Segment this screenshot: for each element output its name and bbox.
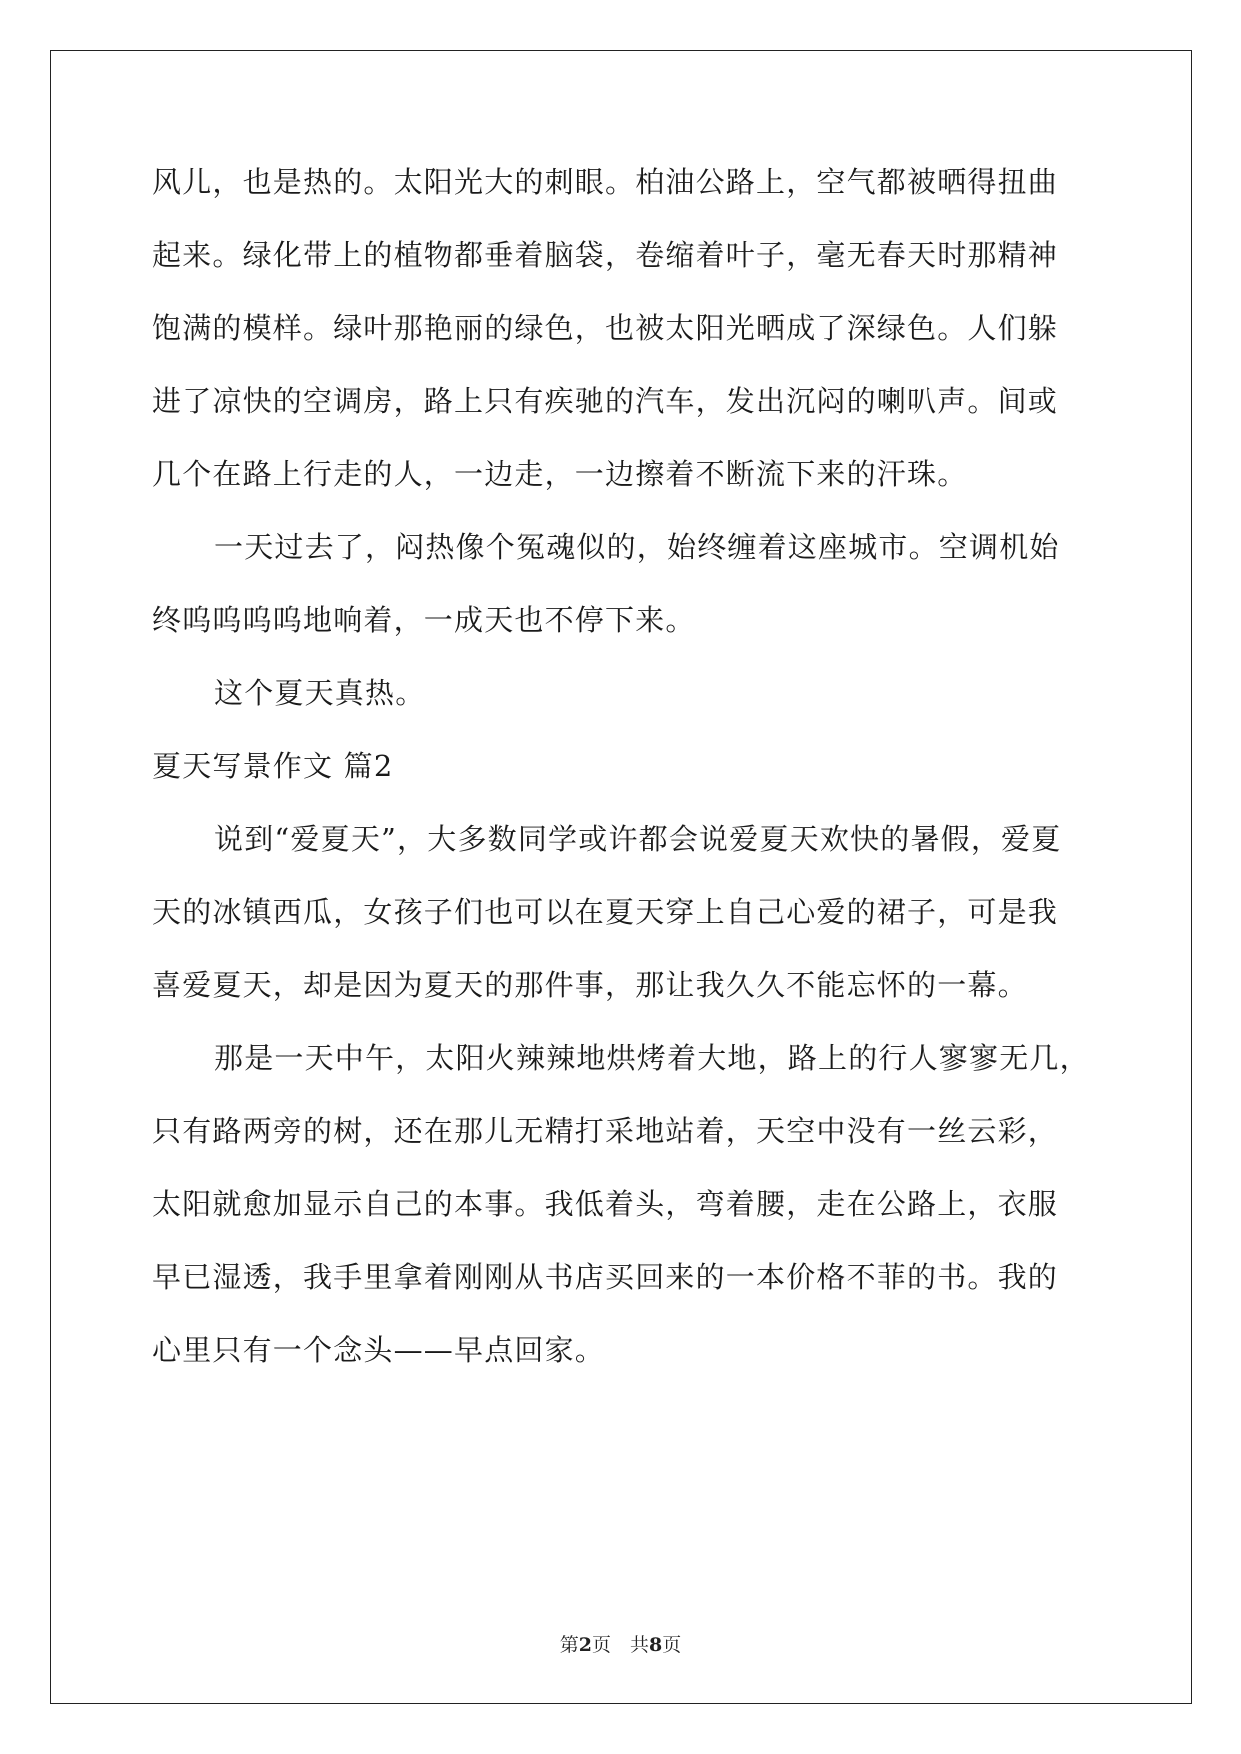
text-line: 只有路两旁的树，还在那儿无精打采地站着，天空中没有一丝云彩， — [152, 1114, 1059, 1148]
text-line: 太阳就愈加显示自己的本事。我低着头，弯着腰，走在公路上，衣服 — [152, 1187, 1059, 1221]
page-suffix: 页 — [662, 1634, 682, 1656]
page-border — [50, 50, 1192, 1704]
section-heading: 夏天写景作文 篇2 — [152, 749, 394, 783]
page-mid: 页 共 — [591, 1634, 649, 1656]
page-number-footer — [0, 1632, 1241, 1658]
text-line: 早已湿透，我手里拿着刚刚从书店买回来的一本价格不菲的书。我的 — [152, 1260, 1059, 1294]
text-line: 饱满的模样。绿叶那艳丽的绿色，也被太阳光晒成了深绿色。人们躲 — [152, 311, 1059, 345]
text-line: 起来。绿化带上的植物都垂着脑袋，卷缩着叶子，毫无春天时那精神 — [152, 238, 1059, 272]
text-line: 几个在路上行走的人，一边走，一边擦着不断流下来的汗珠。 — [152, 457, 968, 491]
text-line: 心里只有一个念头——早点回家。 — [152, 1333, 606, 1367]
paragraph-first-line: 一天过去了，闷热像个冤魂似的，始终缠着这座城市。空调机始 — [214, 530, 1060, 564]
paragraph-first-line: 这个夏天真热。 — [214, 676, 426, 710]
text-line: 天的冰镇西瓜，女孩子们也可以在夏天穿上自己心爱的裙子，可是我 — [152, 895, 1059, 929]
current-page-number: 2 — [578, 1634, 592, 1656]
paragraph-first-line: 说到“爱夏天”，大多数同学或许都会说爱夏天欢快的暑假，爱夏 — [214, 822, 1062, 856]
text-line: 终呜呜呜呜地响着，一成天也不停下来。 — [152, 603, 696, 637]
text-line: 喜爱夏天，却是因为夏天的那件事，那让我久久不能忘怀的一幕。 — [152, 968, 1028, 1002]
paragraph-first-line: 那是一天中午，太阳火辣辣地烘烤着大地，路上的行人寥寥无几， — [214, 1041, 1090, 1075]
total-page-number: 8 — [649, 1634, 663, 1656]
text-line: 进了凉快的空调房，路上只有疾驰的汽车，发出沉闷的喇叭声。间或 — [152, 384, 1059, 418]
text-line: 风儿，也是热的。太阳光大的刺眼。柏油公路上，空气都被晒得扭曲 — [152, 165, 1059, 199]
page-prefix: 第 — [559, 1634, 579, 1656]
